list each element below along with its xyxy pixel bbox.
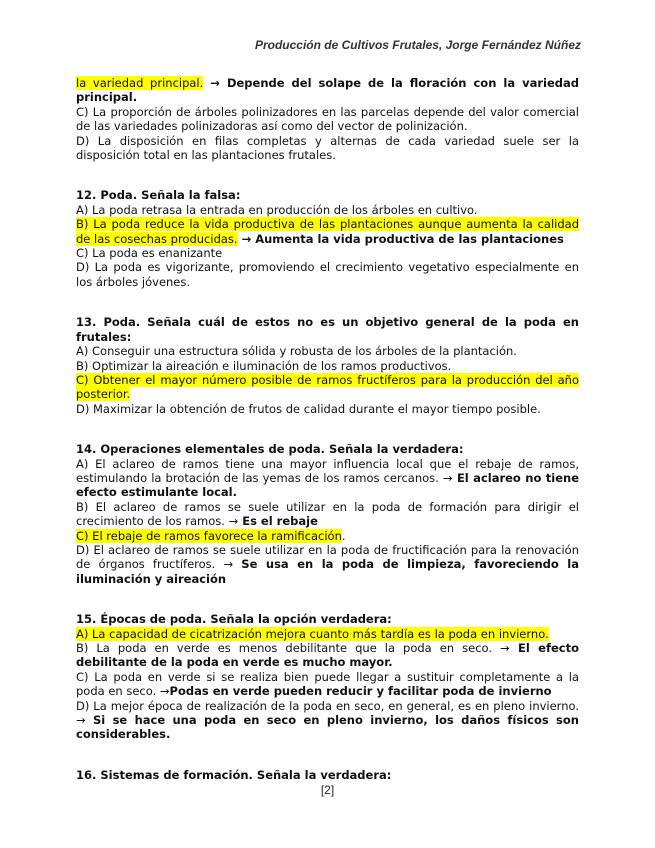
q13-option-d: D) Maximizar la obtención de frutos de calidad durante el mayor tiempo posible. (76, 401, 541, 416)
q13-title: 13. Poda. Señala cuál de estos no es un objetivo general de la poda en frutales: (76, 315, 579, 344)
q14-option-c (76, 529, 579, 543)
page-header: Producción de Cultivos Frutales, Jorge Fernández Núñez (254, 38, 581, 52)
q15-option-c-answer: Podas en verde pueden reducir y facilitar poda de invierno (169, 684, 552, 699)
q12-option-b (76, 217, 579, 246)
q13-option-a: A) Conseguir una estructura sólida y robusta de los árboles de la plantación. (76, 344, 517, 359)
q14-option-d (76, 543, 579, 586)
q15-option-c-text: C) La poda en verde si se realiza bien puede llegar a sustituir completamente a la poda en seco. → (76, 669, 579, 699)
q11-answer: → Depende del solape de la floración con la variedad principal. (76, 76, 579, 105)
q15-option-a-highlight: A) La capacidad de cicatrización mejora cuanto más tardía es la poda en invierno. (76, 626, 549, 641)
q14-option-a-text: A) El aclareo de ramos tiene una mayor influencia local que el rebaje de ramos, estimulando la brotación de las yemas de los ramos cercanos. → (76, 456, 579, 485)
q12-option-d: D) La poda es vigorizante, promoviendo el crecimiento vegetativo especialmente en los árboles jóvenes. (76, 260, 579, 289)
q14-option-b-text: B) El aclareo de ramos se suele utilizar en la poda de formación para dirigir el crecimiento de los ramos. → (76, 499, 579, 529)
q12-option-b-highlight: B) La poda reduce la vida productiva de las plantaciones aunque aumenta la calidad de las cosechas producidas. (76, 217, 579, 246)
q14-option-b (76, 500, 579, 529)
q11-continued (76, 76, 579, 105)
q14-option-d-answer: Se usa en la poda de limpieza, favoreciendo la iluminación y aireación (76, 557, 580, 586)
q15-option-d-answer: Si se hace una poda en seco en pleno invierno, los daños físicos son considerables. (76, 713, 579, 742)
q12-option-a: A) La poda retrasa la entrada en producción de los árboles en cultivo. (76, 202, 478, 217)
q14-option-c-tail: . (341, 528, 346, 543)
q11-option-c: C) La proporción de árboles polinizadores en las parcelas depende del valor comercial de las variedades polinizadoras así como del vector de polinización. (76, 104, 579, 134)
q15-option-b-answer: El efecto debilitante de la poda en verde es mucho mayor. (76, 641, 579, 670)
q12-answer: → Aumenta la vida productiva de las plantaciones (237, 231, 564, 246)
q14-option-d-text: D) El aclareo de ramos se suele utilizar en la poda de fructificación para la renovación de órganos fructíferos. → (76, 542, 579, 572)
q15-option-b-text: B) La poda en verde es menos debilitante que la poda en seco. → (76, 641, 510, 655)
q13-option-c-highlight: C) Obtener el mayor número posible de ramos fructíferos para la producción del año posterior. (76, 372, 579, 402)
q12-option-c: C) La poda es enanizante (76, 246, 223, 261)
q14-option-a (76, 457, 579, 500)
q11-highlight: la variedad principal. (76, 76, 204, 90)
q15-option-d-text: D) La mejor época de realización de la poda en seco, en general, es en pleno invierno. → (76, 698, 579, 728)
q13-option-b: B) Optimizar la aireación e iluminación de los ramos productivos. (76, 358, 452, 373)
q15-option-c (76, 670, 579, 699)
q13-option-c (76, 373, 579, 402)
document-body (76, 76, 579, 782)
q15-title: 15. Épocas de poda. Señala la opción verdadera: (76, 612, 392, 627)
q14-title: 14. Operaciones elementales de poda. Señala la verdadera: (76, 442, 464, 457)
q14-option-b-answer: Es el rebaje (238, 514, 318, 529)
q12-title: 12. Poda. Señala la falsa: (76, 188, 241, 203)
q16-title: 16. Sistemas de formación. Señala la verdadera: (76, 767, 392, 782)
q15-option-d (76, 699, 579, 742)
q14-option-a-answer: El aclareo no tiene efecto estimulante local. (76, 470, 579, 500)
q11-option-d: D) La disposición en filas completas y alternas de cada variedad suele ser la disposición total en las plantaciones frutales. (76, 133, 579, 163)
q14-option-c-highlight: C) El rebaje de ramos favorece la ramificación (76, 528, 342, 543)
q15-option-b (76, 641, 579, 670)
q15-option-a (76, 627, 579, 641)
page-number: [2] (320, 783, 335, 797)
